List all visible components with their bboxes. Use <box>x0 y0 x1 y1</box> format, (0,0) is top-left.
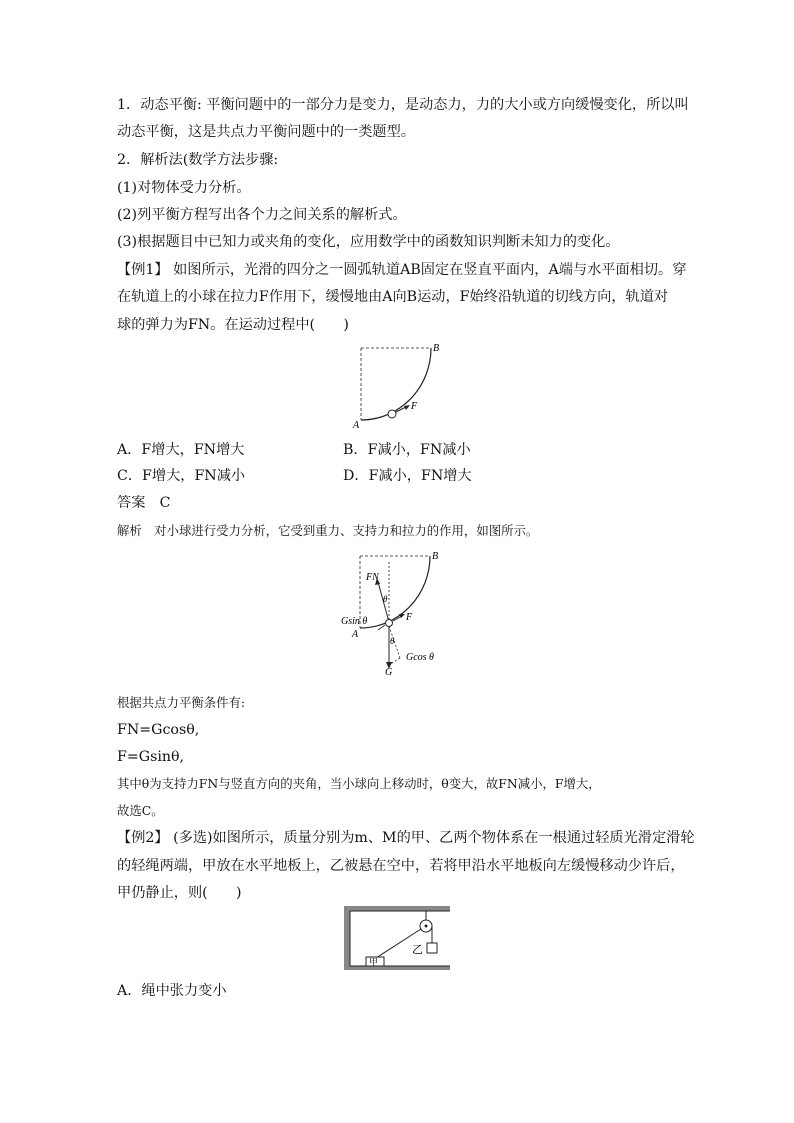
ceiling-hatch <box>344 906 450 911</box>
option-c: C．F增大，FN减小 <box>117 468 246 484</box>
conclusion-line-2: 故选C。 <box>117 803 164 818</box>
example-1-line-3: 球的弹力为FN。在运动过程中( ) <box>117 317 349 333</box>
intro-paragraph-2: 2．解析法(数学方法步骤: <box>117 152 279 168</box>
label-yi: 乙 <box>412 944 423 956</box>
label-a: A <box>353 420 360 431</box>
example-2-option-a: A．绳中张力变小 <box>117 983 227 999</box>
label-g: G <box>385 667 393 676</box>
label-jia: 甲 <box>369 957 379 967</box>
example-2-line-2: 的轻绳两端，甲放在水平地板上，乙被悬在空中，若将甲沿水平地板向左缓慢移动少许后， <box>117 858 685 874</box>
yi-block <box>427 943 437 953</box>
example-1-figure <box>345 340 455 432</box>
intro-paragraph-1-line-2: 动态平衡，这是共点力平衡问题中的一类题型。 <box>117 124 415 140</box>
analysis: 解析 对小球进行受力分析，它受到重力、支持力和拉力的作用，如图所示。 <box>117 523 539 538</box>
label-a: A <box>352 629 359 640</box>
example-1-line-1: 【例1】 如图所示，光滑的四分之一圆弧轨道AB固定在竖直平面内，A端与水平面相切。穿 <box>117 262 687 278</box>
arc-track <box>360 556 430 628</box>
label-f: F <box>411 401 418 412</box>
force-arrow-head <box>404 405 410 410</box>
label-theta-top: θ <box>383 594 388 604</box>
force-analysis-figure <box>340 546 460 676</box>
option-b: B．F减小，FN减小 <box>343 442 471 458</box>
label-b: B <box>433 343 440 354</box>
example-2-line-1: 【例2】 (多选)如图所示，质量分别为m、M的甲、乙两个物体系在一根通过轻质光滑定滑轮 <box>117 830 695 846</box>
ball <box>386 620 393 627</box>
label-fn: FN <box>366 572 379 583</box>
wall-hatch <box>344 906 350 970</box>
label-gcos: Gcos θ <box>406 652 434 663</box>
option-a: A．F增大，FN增大 <box>117 442 245 458</box>
label-b: B <box>432 551 439 562</box>
example-2-figure <box>344 906 452 974</box>
equation-1: FN=Gcosθ, <box>117 722 200 738</box>
option-d: D．F减小，FN增大 <box>343 468 472 484</box>
answer: 答案 C <box>117 495 171 511</box>
label-theta-bottom: θ <box>390 636 395 646</box>
step-1: (1)对物体受力分析。 <box>117 180 251 196</box>
arc-track <box>361 348 431 420</box>
floor-hatch <box>344 966 450 970</box>
label-gsin: Gsin θ <box>341 616 368 627</box>
equilibrium-condition: 根据共点力平衡条件有: <box>117 695 246 710</box>
ball <box>388 410 396 418</box>
label-f: F <box>406 612 413 623</box>
step-3: (3)根据题目中已知力或夹角的变化，应用数学中的函数知识判断未知力的变化。 <box>117 234 620 250</box>
step-2: (2)列平衡方程写出各个力之间关系的解析式。 <box>117 207 407 223</box>
pulley-axle <box>425 925 428 928</box>
example-1-line-2: 在轨道上的小球在拉力F作用下，缓慢地由A向B运动，F始终沿轨道的切线方向，轨道对 <box>117 289 669 305</box>
equation-2: F=Gsinθ, <box>117 749 185 765</box>
example-2-line-3: 甲仍静止，则( ) <box>117 885 242 901</box>
intro-paragraph-1-line-1: 1．动态平衡: 平衡问题中的一部分力是变力，是动态力，力的大小或方向缓慢变化，所以叫 <box>117 97 689 113</box>
conclusion-line-1: 其中θ为支持力FN与竖直方向的夹角，当小球向上移动时，θ变大，故FN减小，F增大， <box>117 776 601 791</box>
